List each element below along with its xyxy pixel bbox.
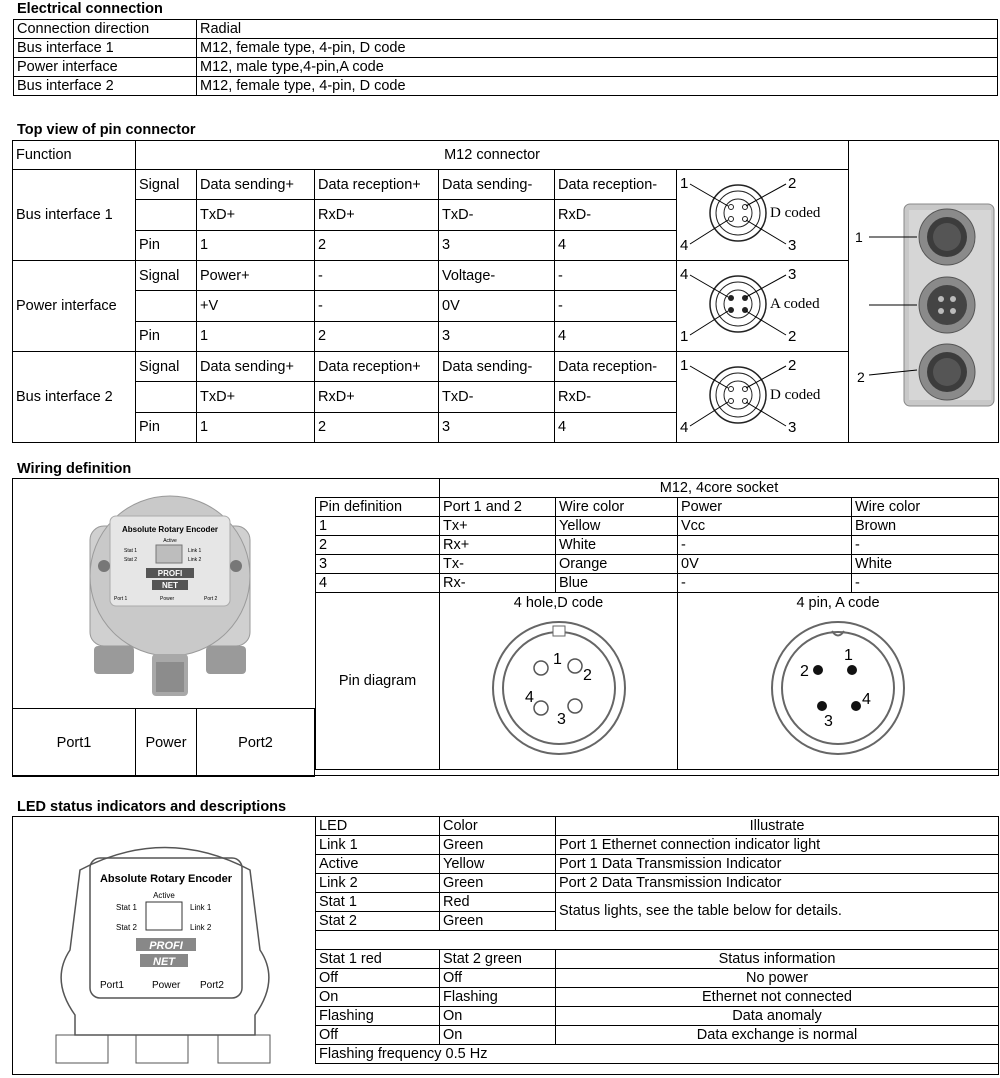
a-coded-diagram [678, 261, 848, 347]
table-row [316, 817, 999, 836]
table-row [316, 574, 999, 593]
pin-label: 2 [787, 328, 796, 345]
table-cell: - [852, 536, 999, 555]
table-cell: Data sending+ [197, 170, 315, 200]
table-header: Illustrate [556, 817, 999, 836]
table-cell: Power+ [197, 261, 315, 291]
table-cell: Data reception- [555, 352, 677, 382]
table-cell: RxD+ [315, 382, 439, 412]
port-label: Port1 [13, 709, 136, 777]
table-cell: Rx- [440, 574, 556, 593]
connector-diagram-cell [677, 261, 849, 352]
port1-label: Port 1 [114, 596, 128, 602]
port-label: Power [136, 709, 197, 777]
table-cell: Flashing [316, 1007, 440, 1026]
table-cell: Off [316, 969, 440, 988]
table-header: Wire color [556, 498, 678, 517]
pin-diagram-cell [678, 593, 999, 770]
table-row [316, 517, 999, 536]
table-cell: Yellow [440, 855, 556, 874]
stat2-label: Stat 2 [124, 557, 138, 563]
table-cell: Data exchange is normal [556, 1026, 999, 1045]
group-name: Power interface [13, 261, 136, 352]
table-cell: Tx- [440, 555, 556, 574]
hole-diagram-title: 4 hole,D code [513, 595, 604, 611]
link2-label: Link 2 [190, 923, 212, 932]
connector-header: M12 connector [136, 141, 849, 170]
spacer-row [316, 931, 999, 950]
table-header: Color [440, 817, 556, 836]
table-cell: Green [440, 874, 556, 893]
link1-label: Link 1 [190, 903, 212, 912]
table-cell: TxD- [439, 200, 555, 230]
table-row [316, 1026, 999, 1045]
table-cell: On [440, 1007, 556, 1026]
table-cell: Link 1 [316, 836, 440, 855]
table-row [316, 855, 999, 874]
table-cell: Red [440, 893, 556, 912]
table-row [316, 555, 999, 574]
table-cell: Vcc [678, 517, 852, 536]
table-cell: Port 2 Data Transmission Indicator [556, 874, 999, 893]
power-label: Power [152, 980, 181, 991]
table-cell: M12, male type,4-pin,A code [197, 58, 998, 77]
pin-number: 3 [824, 713, 833, 730]
encoder-title: Absolute Rotary Encoder [99, 873, 233, 885]
pin-label: 1 [679, 357, 688, 374]
table-cell [316, 479, 440, 498]
table-cell: 2 [316, 536, 440, 555]
section-title-electrical: Electrical connection [17, 1, 163, 17]
table-cell: No power [556, 969, 999, 988]
coding-label: A coded [769, 296, 820, 312]
table-cell: - [555, 261, 677, 291]
table-header: LED [316, 817, 440, 836]
wiring-table [315, 478, 999, 770]
table-cell: Port 1 Data Transmission Indicator [556, 855, 999, 874]
stat1-label: Stat 1 [124, 548, 138, 554]
table-row [316, 874, 999, 893]
pin-label: 4 [679, 419, 688, 436]
table-row [316, 988, 999, 1007]
port-table [12, 708, 315, 777]
table-cell [136, 291, 197, 321]
section-title-pin-top: Top view of pin connector [17, 122, 196, 138]
table-cell: 2 [315, 412, 439, 442]
hole-diagram-cell [440, 593, 678, 770]
encoder-drawing [50, 830, 280, 1070]
table-cell: 2 [315, 321, 439, 351]
pin-label: 2 [787, 175, 796, 192]
stat2-label: Stat 2 [116, 923, 137, 932]
table-cell: 1 [197, 230, 315, 260]
connector-top [919, 209, 975, 265]
table-cell: RxD+ [315, 200, 439, 230]
table-cell: M12, female type, 4-pin, D code [197, 39, 998, 58]
profi-logo: PROFI [157, 569, 183, 578]
table-cell: On [440, 1026, 556, 1045]
pin-label: 4 [679, 266, 688, 283]
d-coded-diagram [678, 170, 848, 256]
table-cell: Link 2 [316, 874, 440, 893]
pin-number: 1 [844, 647, 853, 664]
table-header: Stat 1 red [316, 950, 440, 969]
table-cell: Voltage- [439, 261, 555, 291]
table-cell: 3 [439, 412, 555, 442]
table-row [14, 20, 998, 39]
table-header: Status information [556, 950, 999, 969]
table-cell: Rx+ [440, 536, 556, 555]
table-row [316, 950, 999, 969]
connector-photo [849, 142, 995, 438]
pin-number: 2 [800, 663, 809, 680]
stat-note: Status lights, see the table below for details. [556, 893, 999, 931]
pin-connector-table [12, 140, 999, 443]
table-cell: On [316, 988, 440, 1007]
footer-note: Flashing frequency 0.5 Hz [316, 1045, 999, 1064]
active-label: Active [153, 891, 175, 900]
table-cell: White [852, 555, 999, 574]
table-cell: 0V [439, 291, 555, 321]
table-cell: TxD+ [197, 382, 315, 412]
table-cell: 0V [678, 555, 852, 574]
table-cell: Pin [136, 230, 197, 260]
stat1-label: Stat 1 [116, 903, 137, 912]
table-cell: 4 [555, 321, 677, 351]
connector-bottom [919, 344, 975, 400]
connector-diagram-cell [677, 352, 849, 443]
table-cell: Pin [136, 412, 197, 442]
table-cell: Bus interface 1 [14, 39, 197, 58]
table-cell: RxD- [555, 200, 677, 230]
table-cell: Port 1 Ethernet connection indicator light [556, 836, 999, 855]
net-logo: NET [162, 581, 178, 590]
table-row [13, 709, 315, 777]
group-name: Bus interface 2 [13, 352, 136, 443]
table-row [316, 1007, 999, 1026]
table-cell: - [315, 291, 439, 321]
table-cell: - [555, 291, 677, 321]
table-cell: - [678, 536, 852, 555]
table-row [316, 893, 999, 912]
table-cell: Green [440, 836, 556, 855]
table-cell: M12, female type, 4-pin, D code [197, 77, 998, 96]
table-cell: Active [316, 855, 440, 874]
table-header: Stat 2 green [440, 950, 556, 969]
connector-middle [919, 277, 975, 333]
port1-label: Port1 [100, 980, 124, 991]
table-cell: TxD- [439, 382, 555, 412]
table-header: Pin definition [316, 498, 440, 517]
function-header: Function [13, 141, 136, 170]
section-title-led: LED status indicators and descriptions [17, 799, 287, 815]
table-cell: Flashing [440, 988, 556, 1007]
table-cell: Bus interface 2 [14, 77, 197, 96]
table-cell: Power interface [14, 58, 197, 77]
table-cell: Off [440, 969, 556, 988]
table-cell: Radial [197, 20, 998, 39]
pin-label: 3 [787, 237, 796, 254]
table-cell: Stat 1 [316, 893, 440, 912]
hole-number: 3 [556, 711, 566, 728]
section-title-wiring: Wiring definition [17, 461, 132, 477]
table-cell: Data sending- [439, 170, 555, 200]
table-row [316, 593, 999, 770]
pin-label: 3 [787, 266, 796, 283]
table-cell: +V [197, 291, 315, 321]
table-cell: Data reception- [555, 170, 677, 200]
active-label: Active [163, 538, 177, 544]
table-cell: 4 [316, 574, 440, 593]
led-table [315, 816, 999, 1064]
table-cell: Data anomaly [556, 1007, 999, 1026]
table-cell: Connection direction [14, 20, 197, 39]
d-coded-diagram [678, 352, 848, 438]
power-label: Power [160, 596, 175, 602]
pin-label: 2 [787, 357, 796, 374]
coding-label: D coded [769, 205, 820, 221]
table-cell: 4 [555, 412, 677, 442]
table-cell: 3 [439, 230, 555, 260]
electrical-table [13, 19, 998, 96]
table-cell: Yellow [556, 517, 678, 536]
table-cell: RxD- [555, 382, 677, 412]
table-row [14, 58, 998, 77]
table-cell: 1 [316, 517, 440, 536]
table-cell: Data reception+ [315, 352, 439, 382]
pin-label: 4 [679, 237, 688, 254]
group-name: Bus interface 1 [13, 170, 136, 261]
port2-label: Port2 [200, 980, 224, 991]
port-label: Port2 [197, 709, 315, 777]
table-cell: TxD+ [197, 200, 315, 230]
table-row [316, 536, 999, 555]
socket-header: M12, 4core socket [440, 479, 999, 498]
table-row [316, 836, 999, 855]
pin-diagram [748, 612, 928, 762]
table-cell: Stat 2 [316, 912, 440, 931]
table-cell: Blue [556, 574, 678, 593]
table-cell: Off [316, 1026, 440, 1045]
table-cell: 1 [197, 321, 315, 351]
table-cell [136, 200, 197, 230]
table-cell: Signal [136, 170, 197, 200]
table-cell: - [852, 574, 999, 593]
table-cell: White [556, 536, 678, 555]
pin-diagram-label: Pin diagram [316, 593, 440, 770]
port2-label: Port 2 [204, 596, 218, 602]
pin-number: 4 [862, 691, 871, 708]
table-cell: Ethernet not connected [556, 988, 999, 1007]
table-row [14, 77, 998, 96]
hole-number: 1 [552, 651, 562, 668]
table-cell: Pin [136, 321, 197, 351]
profi-logo: PROFI [149, 940, 183, 952]
photo-label-1: 1 [855, 228, 863, 245]
photo-label-2: 2 [857, 368, 865, 385]
hole-number: 4 [524, 689, 534, 706]
pin-label: 1 [679, 175, 688, 192]
table-cell: 4 [555, 230, 677, 260]
table-cell: Data sending+ [197, 352, 315, 382]
connector-diagram-cell [677, 170, 849, 261]
pin-label: 1 [679, 328, 688, 345]
table-cell: Orange [556, 555, 678, 574]
table-cell: Signal [136, 261, 197, 291]
link1-label: Link 1 [188, 548, 202, 554]
table-cell: Signal [136, 352, 197, 382]
encoder-photo [80, 486, 260, 704]
table-row [316, 969, 999, 988]
table-cell: Tx+ [440, 517, 556, 536]
hole-diagram [469, 612, 649, 762]
table-cell: 3 [439, 321, 555, 351]
pin-diagram-title: 4 pin, A code [796, 595, 880, 611]
table-row [14, 39, 998, 58]
net-logo: NET [153, 956, 175, 968]
table-cell [136, 382, 197, 412]
table-cell: 1 [197, 412, 315, 442]
table-header: Power [678, 498, 852, 517]
table-header: Port 1 and 2 [440, 498, 556, 517]
table-cell: 3 [316, 555, 440, 574]
table-cell: Data reception+ [315, 170, 439, 200]
pin-label: 3 [787, 419, 796, 436]
encoder-title: Absolute Rotary Encoder [121, 525, 219, 534]
coding-label: D coded [769, 387, 820, 403]
table-header: Wire color [852, 498, 999, 517]
table-row [316, 1045, 999, 1064]
link2-label: Link 2 [188, 557, 202, 563]
table-row [316, 931, 999, 950]
table-cell: - [678, 574, 852, 593]
hole-number: 2 [582, 667, 592, 684]
table-row [316, 479, 999, 498]
table-cell: 2 [315, 230, 439, 260]
table-cell: Brown [852, 517, 999, 536]
table-cell: Green [440, 912, 556, 931]
table-row [316, 498, 999, 517]
connector-photo-cell [849, 141, 999, 443]
table-row [13, 141, 999, 170]
table-cell: - [315, 261, 439, 291]
table-cell: Data sending- [439, 352, 555, 382]
